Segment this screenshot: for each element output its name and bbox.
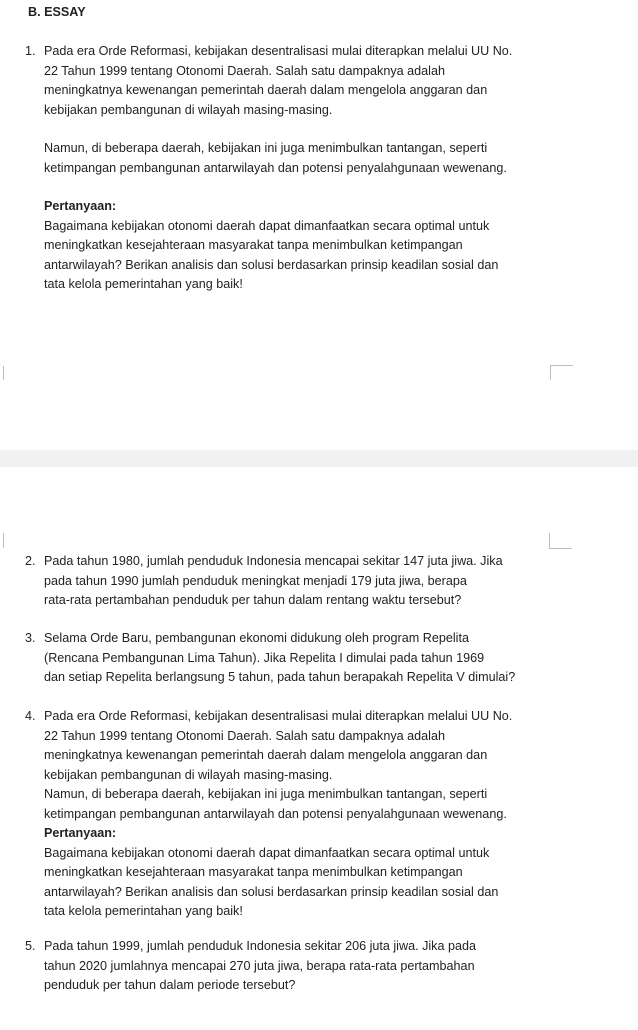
question-number: 5. <box>25 939 36 953</box>
question-line: meningkatkan kesejahteraan masyarakat tanpa menimbulkan ketimpangan <box>44 865 463 879</box>
page-corner-mark <box>549 533 572 549</box>
question-number: 3. <box>25 631 36 645</box>
question-line: ketimpangan pembangunan antarwilayah dan potensi penyalahgunaan wewenang. <box>44 806 507 821</box>
question-line: meningkatnya kewenangan pemerintah daerah dalam mengelola anggaran dan <box>44 83 488 97</box>
question-subheading: Pertanyaan: <box>44 199 117 213</box>
question-line: tahun 2020 jumlahnya mencapai 270 juta jiwa, berapa rata-rata pertambahan <box>44 958 475 973</box>
question-line: tata kelola pemerintahan yang baik! <box>44 277 243 291</box>
question-number: 4. <box>25 709 36 723</box>
question-line: kebijakan pembangunan di wilayah masing-masing. <box>44 102 333 117</box>
question-line: Namun, di beberapa daerah, kebijakan ini juga menimbulkan tantangan, seperti <box>44 141 488 155</box>
question-line: rata-rata pertambahan penduduk per tahun dalam rentang waktu tersebut? <box>44 593 462 607</box>
question-number: 1. <box>25 44 36 58</box>
question-line: ketimpangan pembangunan antarwilayah dan potensi penyalahgunaan wewenang. <box>44 160 507 175</box>
question-line: Bagaimana kebijakan otonomi daerah dapat dimanfaatkan secara optimal untuk <box>44 845 490 860</box>
question-line: Pada tahun 1980, jumlah penduduk Indonesia mencapai sekitar 147 juta jiwa. Jika <box>44 554 503 568</box>
question-line: Selama Orde Baru, pembangunan ekonomi didukung oleh program Repelita <box>44 631 469 645</box>
page-corner-mark <box>0 366 4 380</box>
question-subheading: Pertanyaan: <box>44 826 117 840</box>
question-line: Pada era Orde Reformasi, kebijakan desentralisasi mulai diterapkan melalui UU No. <box>44 709 513 723</box>
question-line: penduduk per tahun dalam periode tersebut? <box>44 978 296 992</box>
page-corner-mark <box>0 533 4 548</box>
page-corner-mark <box>550 365 573 380</box>
question-line: meningkatkan kesejahteraan masyarakat tanpa menimbulkan ketimpangan <box>44 238 463 252</box>
question-line: tata kelola pemerintahan yang baik! <box>44 904 243 918</box>
question-line: antarwilayah? Berikan analisis dan solusi berdasarkan prinsip keadilan sosial dan <box>44 257 499 272</box>
question-line: 22 Tahun 1999 tentang Otonomi Daerah. Salah satu dampaknya adalah <box>44 728 445 743</box>
question-line: kebijakan pembangunan di wilayah masing-masing. <box>44 767 333 782</box>
question-line: Namun, di beberapa daerah, kebijakan ini juga menimbulkan tantangan, seperti <box>44 787 488 801</box>
question-line: dan setiap Repelita berlangsung 5 tahun, pada tahun berapakah Repelita V dimulai? <box>44 670 516 684</box>
question-line: pada tahun 1990 jumlah penduduk meningkat menjadi 179 juta jiwa, berapa <box>44 573 467 588</box>
question-number: 2. <box>25 554 36 568</box>
page-break <box>0 450 638 467</box>
question-line: Pada era Orde Reformasi, kebijakan desentralisasi mulai diterapkan melalui UU No. <box>44 44 513 58</box>
question-line: meningkatnya kewenangan pemerintah daerah dalam mengelola anggaran dan <box>44 748 488 762</box>
section-title: B. ESSAY <box>28 5 86 19</box>
question-line: Pada tahun 1999, jumlah penduduk Indonesia sekitar 206 juta jiwa. Jika pada <box>44 939 476 953</box>
question-line: antarwilayah? Berikan analisis dan solusi berdasarkan prinsip keadilan sosial dan <box>44 884 499 899</box>
question-line: Bagaimana kebijakan otonomi daerah dapat dimanfaatkan secara optimal untuk <box>44 218 490 233</box>
question-line: 22 Tahun 1999 tentang Otonomi Daerah. Salah satu dampaknya adalah <box>44 63 445 78</box>
question-line: (Rencana Pembangunan Lima Tahun). Jika Repelita I dimulai pada tahun 1969 <box>44 650 485 665</box>
